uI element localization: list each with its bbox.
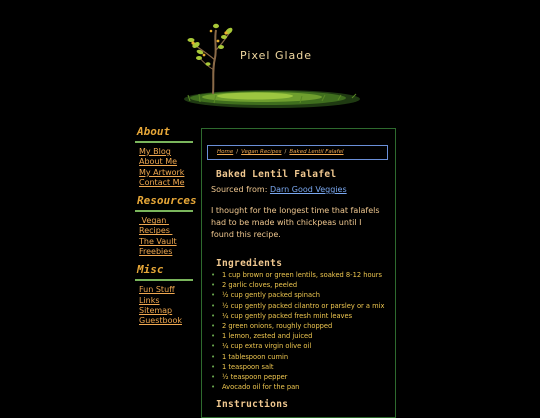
sidebar-item-fun-stuff[interactable]: Fun Stuff (139, 285, 175, 295)
sidebar-heading-about: About (135, 125, 193, 143)
ingredient-item: • ¼ cup extra virgin olive oil (211, 341, 396, 351)
sidebar-item-my-artwork[interactable]: My Artwork (139, 167, 185, 177)
ingredients-list (211, 270, 396, 392)
ingredient-item: • 2 green onions, roughly chopped (211, 321, 396, 331)
sidebar-list-misc (139, 285, 195, 326)
main-content-panel (201, 128, 396, 418)
sidebar-item-guestbook[interactable]: Guestbook (139, 316, 182, 326)
sidebar-nav (135, 125, 195, 333)
sidebar-item-freebies[interactable]: Freebies (139, 247, 173, 257)
ingredient-item: • 1 tablespoon cumin (211, 352, 396, 362)
sidebar-heading-resources: Resources (135, 194, 193, 212)
ingredients-heading: Ingredients (216, 258, 283, 269)
ingredient-item: • ½ teaspoon pepper (211, 372, 396, 382)
ingredient-item: • 1 teaspoon salt (211, 362, 396, 372)
ingredient-item: • 1 cup brown or green lentils, soaked 8-12 hours (211, 270, 396, 280)
breadcrumb-home[interactable]: Home (217, 149, 234, 155)
recipe-source (211, 185, 347, 194)
instructions-heading: Instructions (216, 399, 289, 410)
ingredient-item: • 2 garlic cloves, peeled (211, 280, 396, 290)
recipe-title: Baked Lentil Falafel (216, 169, 337, 180)
site-title: Pixel Glade (240, 49, 313, 62)
sidebar-item-the-vault[interactable]: The Vault (139, 236, 177, 246)
sidebar-item-about-me[interactable]: About Me (139, 157, 178, 167)
breadcrumb-vegan-recipes[interactable]: Vegan Recipes (241, 149, 282, 155)
breadcrumb-separator: / (236, 149, 239, 155)
breadcrumb (207, 145, 388, 160)
ingredient-item: • ½ cup gently packed spinach (211, 290, 396, 300)
ingredient-item: • ¼ cup gently packed fresh mint leaves (211, 311, 396, 321)
site-header (0, 0, 540, 120)
ingredient-item: • 1 lemon, zested and juiced (211, 331, 396, 341)
sidebar-list-about (139, 147, 195, 188)
breadcrumb-separator: / (284, 149, 287, 155)
breadcrumb-current-page[interactable]: Baked Lentil Falafel (289, 149, 344, 155)
sidebar-item-contact-me[interactable]: Contact Me (139, 177, 185, 187)
recipe-intro: I thought for the longest time that falafels had to be made with chickpeas until I found this recipe. (211, 206, 380, 240)
sidebar-item-links[interactable]: Links (139, 295, 160, 305)
sidebar-item-my-blog[interactable]: My Blog (139, 147, 171, 156)
source-label: Sourced from: (211, 185, 268, 194)
sidebar-heading-misc: Misc (135, 263, 193, 281)
sidebar-list-resources (139, 216, 195, 257)
sidebar-item-vegan-recipes[interactable]: Vegan Recipes (139, 216, 173, 236)
source-link[interactable]: Darn Good Veggies (269, 185, 347, 194)
ingredient-item: • ½ cup gently packed cilantro or parsley or a mix (211, 301, 396, 311)
ingredient-item: • Avocado oil for the pan (211, 382, 396, 392)
sidebar-item-sitemap[interactable]: Sitemap (139, 305, 173, 315)
